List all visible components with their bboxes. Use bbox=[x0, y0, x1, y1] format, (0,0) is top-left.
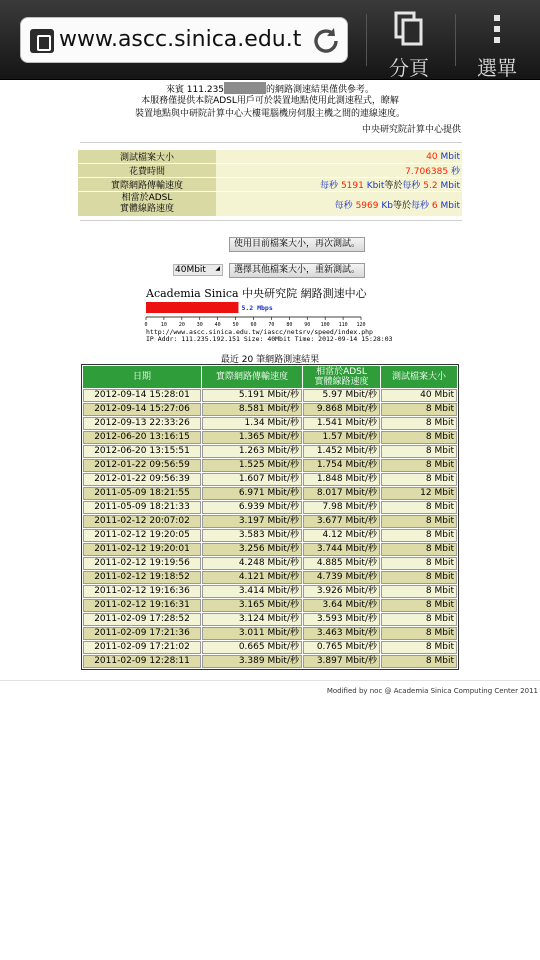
dropdown-arrow-icon: ◢ bbox=[215, 265, 220, 272]
history-size: 8 Mbit bbox=[381, 403, 457, 416]
history-size: 8 Mbit bbox=[381, 501, 457, 514]
gauge-url: http://www.ascc.sinica.edu.tw/iascc/netsrv/speed/index.php bbox=[146, 328, 373, 336]
service-note-2: 裝置地點與中研院計算中心大樓電腦機房伺服主機之間的連線速度。 bbox=[134, 109, 405, 119]
gauge-tick-label: 80 bbox=[286, 322, 293, 328]
history-date: 2011-05-09 18:21:33 bbox=[83, 501, 201, 514]
history-size: 8 Mbit bbox=[381, 417, 457, 430]
history-rate: 4.121 Mbit/秒 bbox=[202, 571, 302, 584]
history-size: 8 Mbit bbox=[381, 515, 457, 528]
history-date: 2011-05-09 18:21:55 bbox=[83, 487, 201, 500]
history-rate: 1.263 Mbit/秒 bbox=[202, 445, 302, 458]
history-date: 2012-09-13 22:33:26 bbox=[83, 417, 201, 430]
history-row bbox=[83, 431, 457, 444]
history-adsl: 4.885 Mbit/秒 bbox=[303, 557, 380, 570]
history-adsl: 3.897 Mbit/秒 bbox=[303, 655, 380, 668]
history-rate: 3.583 Mbit/秒 bbox=[202, 529, 302, 542]
history-date: 2011-02-12 19:20:01 bbox=[83, 543, 201, 556]
file-size-select[interactable] bbox=[173, 264, 223, 276]
history-rate: 3.011 Mbit/秒 bbox=[202, 627, 302, 640]
history-rate: 3.124 Mbit/秒 bbox=[202, 613, 302, 626]
rate-label: 實際網路傳輸速度 bbox=[78, 178, 216, 191]
history-adsl: 1.452 Mbit/秒 bbox=[303, 445, 380, 458]
history-adsl: 1.57 Mbit/秒 bbox=[303, 431, 380, 444]
history-size: 8 Mbit bbox=[381, 585, 457, 598]
history-date: 2011-02-09 17:21:02 bbox=[83, 641, 201, 654]
history-adsl: 0.765 Mbit/秒 bbox=[303, 641, 380, 654]
history-adsl: 3.677 Mbit/秒 bbox=[303, 515, 380, 528]
divider bbox=[80, 220, 462, 221]
history-rate: 8.581 Mbit/秒 bbox=[202, 403, 302, 416]
menu-button[interactable] bbox=[457, 8, 537, 80]
history-table bbox=[81, 364, 459, 670]
toolbar-divider bbox=[455, 14, 456, 66]
history-size: 8 Mbit bbox=[381, 543, 457, 556]
history-size: 8 Mbit bbox=[381, 571, 457, 584]
history-date: 2011-02-12 19:16:31 bbox=[83, 599, 201, 612]
toolbar-divider bbox=[366, 14, 367, 66]
visitor-ip-prefix: 來賓 111.235 bbox=[165, 85, 225, 95]
history-adsl: 8.017 Mbit/秒 bbox=[303, 487, 380, 500]
history-size: 8 Mbit bbox=[381, 445, 457, 458]
ip-redaction bbox=[224, 82, 266, 94]
url-text[interactable]: www.ascc.sinica.edu.t bbox=[59, 27, 302, 52]
adsl-value: 每秒 5969 Kb等於每秒 6 Mbit bbox=[216, 192, 462, 216]
gauge-tick-label: 110 bbox=[338, 322, 348, 328]
history-row bbox=[83, 487, 457, 500]
result-row bbox=[78, 164, 462, 177]
history-adsl: 1.848 Mbit/秒 bbox=[303, 473, 380, 486]
change-size-button[interactable]: 選擇其他檔案大小，重新測試。 bbox=[229, 263, 365, 278]
history-rate: 3.165 Mbit/秒 bbox=[202, 599, 302, 612]
history-adsl: 3.926 Mbit/秒 bbox=[303, 585, 380, 598]
history-row bbox=[83, 501, 457, 514]
history-size: 8 Mbit bbox=[381, 529, 457, 542]
tabs-button[interactable] bbox=[369, 8, 449, 80]
history-date: 2011-02-09 17:21:36 bbox=[83, 627, 201, 640]
history-size: 8 Mbit bbox=[381, 431, 457, 444]
address-bar[interactable] bbox=[20, 17, 348, 63]
history-row bbox=[83, 585, 457, 598]
history-rate: 3.256 Mbit/秒 bbox=[202, 543, 302, 556]
history-adsl: 5.97 Mbit/秒 bbox=[303, 389, 380, 402]
history-rate: 5.191 Mbit/秒 bbox=[202, 389, 302, 402]
reload-icon[interactable] bbox=[309, 24, 343, 58]
speed-gauge-image bbox=[145, 286, 395, 344]
history-adsl: 1.541 Mbit/秒 bbox=[303, 417, 380, 430]
menu-label: 選單 bbox=[477, 56, 517, 80]
history-adsl: 3.463 Mbit/秒 bbox=[303, 627, 380, 640]
history-row bbox=[83, 473, 457, 486]
history-adsl: 7.98 Mbit/秒 bbox=[303, 501, 380, 514]
history-adsl: 3.593 Mbit/秒 bbox=[303, 613, 380, 626]
history-date: 2012-06-20 13:15:51 bbox=[83, 445, 201, 458]
history-caption: 最近 20 筆網路測速結果 bbox=[220, 355, 320, 365]
time-label: 花費時間 bbox=[78, 164, 216, 177]
history-row bbox=[83, 571, 457, 584]
history-rate: 0.665 Mbit/秒 bbox=[202, 641, 302, 654]
browser-toolbar bbox=[0, 0, 540, 80]
gauge-bar-label: 5.2 Mbps bbox=[241, 304, 273, 312]
history-date: 2012-01-22 09:56:39 bbox=[83, 473, 201, 486]
history-rate: 1.607 Mbit/秒 bbox=[202, 473, 302, 486]
provider-credit: 中央研究院計算中心提供 bbox=[361, 125, 461, 135]
history-adsl: 4.739 Mbit/秒 bbox=[303, 571, 380, 584]
size-value: 40 Mbit bbox=[216, 150, 462, 163]
history-date: 2011-02-12 20:07:02 bbox=[83, 515, 201, 528]
gauge-tick-label: 90 bbox=[304, 322, 311, 328]
history-row bbox=[83, 543, 457, 556]
tabs-label: 分頁 bbox=[389, 56, 429, 80]
history-size: 8 Mbit bbox=[381, 557, 457, 570]
divider bbox=[80, 142, 462, 143]
service-note-1: 本服務僅提供本院ADSL用戶可於裝置地點使用此測速程式，瞭解 bbox=[141, 96, 399, 106]
history-size: 8 Mbit bbox=[381, 641, 457, 654]
history-rate: 3.197 Mbit/秒 bbox=[202, 515, 302, 528]
history-row bbox=[83, 403, 457, 416]
history-rate: 3.389 Mbit/秒 bbox=[202, 655, 302, 668]
history-size: 12 Mbit bbox=[381, 487, 457, 500]
result-row bbox=[78, 150, 462, 163]
visitor-note: 的網路測速結果僅供參考。 bbox=[266, 85, 375, 95]
gauge-tick-label: 60 bbox=[250, 322, 257, 328]
history-row bbox=[83, 599, 457, 612]
gauge-tick-label: 120 bbox=[356, 322, 366, 328]
history-row bbox=[83, 641, 457, 654]
select-value: 40Mbit bbox=[175, 265, 206, 275]
col-adsl: 相當於ADSL 實體線路速度 bbox=[303, 366, 380, 388]
web-page bbox=[0, 80, 540, 960]
history-size: 8 Mbit bbox=[381, 473, 457, 486]
footer-divider bbox=[0, 680, 540, 681]
col-rate: 實際網路傳輸速度 bbox=[202, 366, 302, 388]
history-size: 8 Mbit bbox=[381, 613, 457, 626]
history-adsl: 3.64 Mbit/秒 bbox=[303, 599, 380, 612]
adsl-label: 相當於ADSL 實體線路速度 bbox=[78, 192, 216, 216]
history-row bbox=[83, 655, 457, 668]
history-adsl: 9.868 Mbit/秒 bbox=[303, 403, 380, 416]
history-row bbox=[83, 613, 457, 626]
result-row bbox=[78, 178, 462, 191]
tabs-icon bbox=[393, 10, 425, 48]
menu-dots-icon bbox=[481, 10, 513, 48]
history-size: 8 Mbit bbox=[381, 627, 457, 640]
gauge-tick-label: 30 bbox=[196, 322, 203, 328]
history-date: 2011-02-09 12:28:11 bbox=[83, 655, 201, 668]
history-row bbox=[83, 417, 457, 430]
history-row bbox=[83, 515, 457, 528]
history-row bbox=[83, 529, 457, 542]
history-rate: 3.414 Mbit/秒 bbox=[202, 585, 302, 598]
col-size: 測試檔案大小 bbox=[381, 366, 457, 388]
gauge-bar bbox=[146, 302, 238, 313]
rate-value: 每秒 5191 Kbit等於每秒 5.2 Mbit bbox=[216, 178, 462, 191]
history-rate: 6.939 Mbit/秒 bbox=[202, 501, 302, 514]
col-date: 日期 bbox=[83, 366, 201, 388]
history-date: 2011-02-12 19:18:52 bbox=[83, 571, 201, 584]
history-row bbox=[83, 627, 457, 640]
gauge-tick-label: 100 bbox=[320, 322, 330, 328]
gauge-ip-line: IP Addr: 111.235.192.151 Size: 40Mbit Time: 2012-09-14 15:28:03 bbox=[146, 335, 393, 343]
footer-credit: Modified by noc @ Academia Sinica Computing Center 2011 bbox=[326, 687, 538, 695]
history-rate: 1.525 Mbit/秒 bbox=[202, 459, 302, 472]
history-size: 40 Mbit bbox=[381, 389, 457, 402]
history-date: 2012-09-14 15:28:01 bbox=[83, 389, 201, 402]
size-label: 測試檔案大小 bbox=[78, 150, 216, 163]
history-date: 2011-02-12 19:19:56 bbox=[83, 557, 201, 570]
history-date: 2011-02-12 19:16:36 bbox=[83, 585, 201, 598]
history-adsl: 4.12 Mbit/秒 bbox=[303, 529, 380, 542]
history-rate: 1.365 Mbit/秒 bbox=[202, 431, 302, 444]
history-size: 8 Mbit bbox=[381, 655, 457, 668]
history-rate: 1.34 Mbit/秒 bbox=[202, 417, 302, 430]
history-size: 8 Mbit bbox=[381, 599, 457, 612]
history-row bbox=[83, 459, 457, 472]
result-table bbox=[78, 149, 462, 217]
history-rate: 6.971 Mbit/秒 bbox=[202, 487, 302, 500]
history-adsl: 1.754 Mbit/秒 bbox=[303, 459, 380, 472]
history-size: 8 Mbit bbox=[381, 459, 457, 472]
site-icon bbox=[30, 29, 54, 53]
history-row bbox=[83, 445, 457, 458]
history-rate: 4.248 Mbit/秒 bbox=[202, 557, 302, 570]
gauge-title: Academia Sinica 中央研究院 網路測速中心 bbox=[146, 287, 367, 300]
gauge-tick-label: 0 bbox=[144, 322, 148, 328]
history-adsl: 3.744 Mbit/秒 bbox=[303, 543, 380, 556]
history-row bbox=[83, 389, 457, 402]
gauge-tick-label: 20 bbox=[178, 322, 185, 328]
history-date: 2012-06-20 13:16:15 bbox=[83, 431, 201, 444]
gauge-tick-label: 10 bbox=[160, 322, 167, 328]
history-date: 2012-01-22 09:56:59 bbox=[83, 459, 201, 472]
history-row bbox=[83, 557, 457, 570]
gauge-tick-label: 40 bbox=[214, 322, 221, 328]
gauge-tick-label: 50 bbox=[232, 322, 239, 328]
time-value: 7.706385 秒 bbox=[216, 164, 462, 177]
history-date: 2011-02-12 19:20:05 bbox=[83, 529, 201, 542]
history-date: 2011-02-09 17:28:52 bbox=[83, 613, 201, 626]
result-row bbox=[78, 192, 462, 216]
history-date: 2012-09-14 15:27:06 bbox=[83, 403, 201, 416]
gauge-tick-label: 70 bbox=[268, 322, 275, 328]
history-header-row bbox=[83, 366, 457, 388]
retest-button[interactable]: 使用目前檔案大小，再次測試。 bbox=[229, 237, 365, 252]
